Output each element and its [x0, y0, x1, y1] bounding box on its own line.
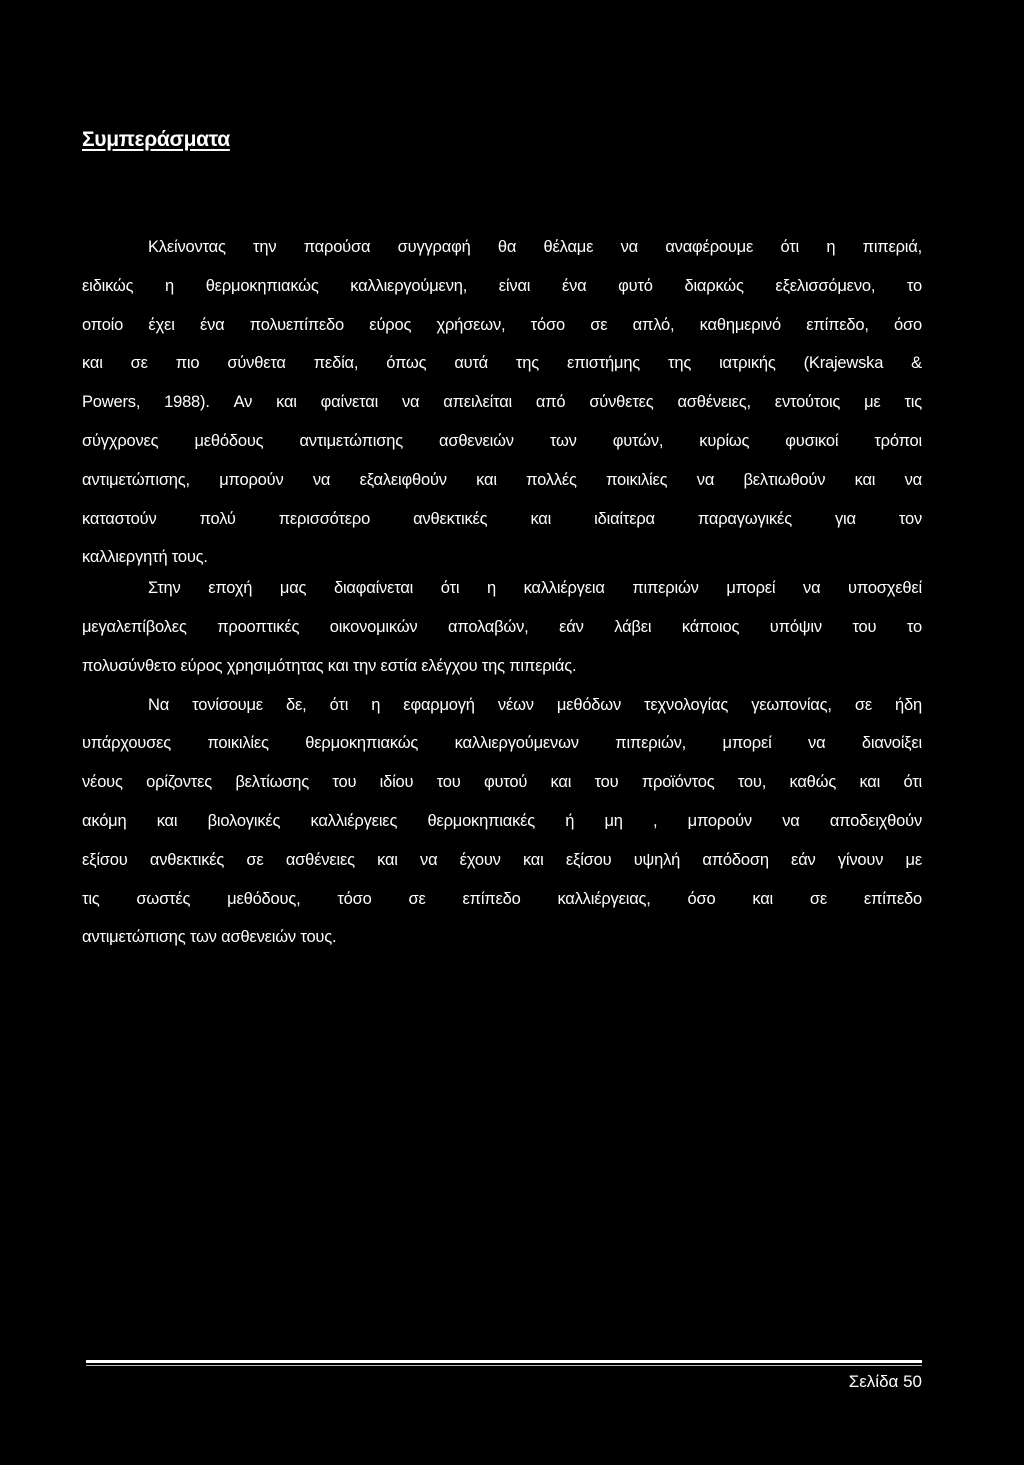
paragraph-1: [82, 228, 922, 577]
text-line: υπάρχουσες ποικιλίες θερμοκηπιακώς καλλιεργούμενων πιπεριών, μπορεί να διανοίξει: [82, 734, 922, 753]
text-line: Να τονίσουμε δε, ότι η εφαρμογή νέων μεθόδων τεχνολογίας γεωπονίας, σε ήδη: [148, 695, 922, 714]
text-line: καλλιεργητή τους.: [82, 548, 208, 567]
text-line: οποίο έχει ένα πολυεπίπεδο εύρος χρήσεων, τόσο σε απλό, καθημερινό επίπεδο, όσο: [82, 315, 922, 334]
text-line: μεγαλεπίβολες προοπτικές οικονομικών απολαβών, εάν λάβει κάποιος υπόψιν του το: [82, 617, 922, 636]
footer-divider-thin: [86, 1365, 922, 1366]
text-line: Powers, 1988). Αν και φαίνεται να απειλείται από σύνθετες ασθένειες, εντούτοις με τις: [82, 393, 922, 412]
footer-divider: [86, 1360, 922, 1363]
text-line: καταστούν πολύ περισσότερο ανθεκτικές και ιδιαίτερα παραγωγικές για τον: [82, 509, 922, 528]
text-line: Στην εποχή μας διαφαίνεται ότι η καλλιέργεια πιπεριών μπορεί να υποσχεθεί: [148, 579, 922, 598]
text-line: και σε πιο σύνθετα πεδία, όπως αυτά της επιστήμης της ιατρικής (Krajewska &: [82, 354, 922, 373]
document-body: [82, 228, 922, 957]
text-line: αντιμετώπισης των ασθενειών τους.: [82, 928, 337, 947]
page-number: Σελίδα 50: [848, 1372, 922, 1391]
text-line: σύγχρονες μεθόδους αντιμετώπισης ασθενειών των φυτών, κυρίως φυσικοί τρόποι: [82, 431, 922, 450]
text-line: τις σωστές μεθόδους, τόσο σε επίπεδο καλλιέργειας, όσο και σε επίπεδο: [82, 889, 922, 908]
text-line: εξίσου ανθεκτικές σε ασθένειες και να έχουν και εξίσου υψηλή απόδοση εάν γίνουν με: [82, 850, 922, 869]
paragraph-2: [82, 569, 922, 685]
text-line: πολυσύνθετο εύρος χρησιμότητας και την εστία ελέγχου της πιπεριάς.: [82, 656, 577, 675]
text-line: νέους ορίζοντες βελτίωσης του ιδίου του φυτού και του προϊόντος του, καθώς και ότι: [82, 773, 922, 792]
text-line: αντιμετώπισης, μπορούν να εξαλειφθούν και πολλές ποικιλίες να βελτιωθούν και να: [82, 470, 922, 489]
section-heading: Συμπεράσματα: [82, 128, 230, 151]
paragraph-3: [82, 686, 922, 958]
text-line: ειδικώς η θερμοκηπιακώς καλλιεργούμενη, είναι ένα φυτό διαρκώς εξελισσόμενο, το: [82, 276, 922, 295]
text-line: Κλείνοντας την παρούσα συγγραφή θα θέλαμε να αναφέρουμε ότι η πιπεριά,: [148, 238, 922, 256]
text-line: ακόμη και βιολογικές καλλιέργειες θερμοκηπιακές ή μη , μπορούν να αποδειχθούν: [82, 811, 922, 830]
